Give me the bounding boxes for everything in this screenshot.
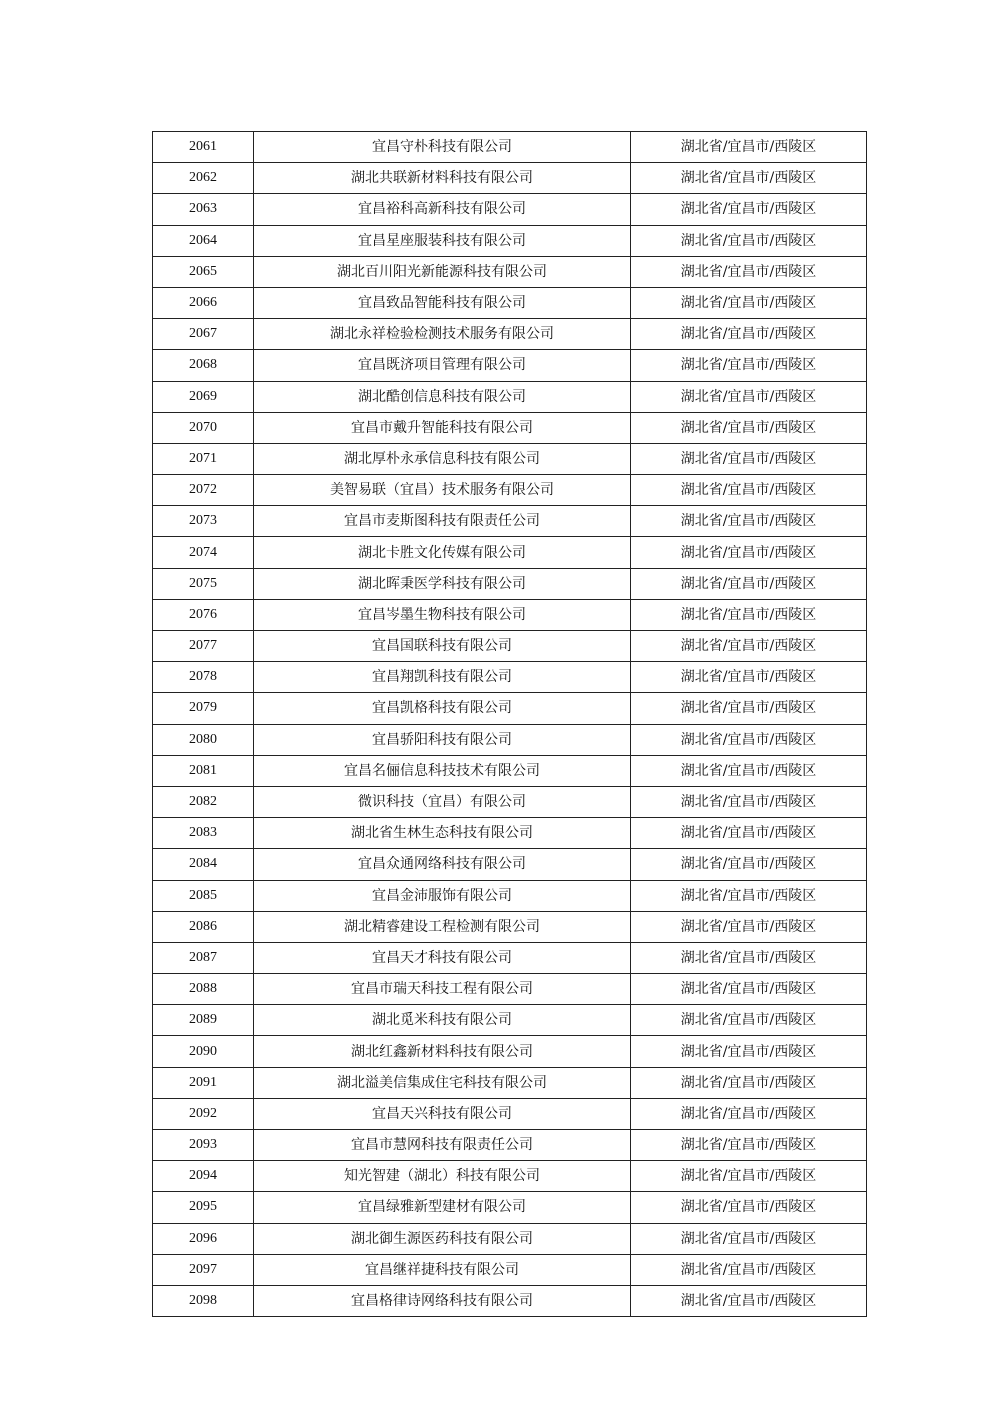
table-row <box>153 1285 867 1316</box>
row-number-cell: 2073 <box>153 506 254 537</box>
row-number-cell: 2096 <box>153 1223 254 1254</box>
region-cell: 湖北省/宜昌市/西陵区 <box>631 599 867 630</box>
row-number-cell: 2094 <box>153 1161 254 1192</box>
table-row <box>153 350 867 381</box>
row-number-cell: 2095 <box>153 1192 254 1223</box>
table-row <box>153 786 867 817</box>
row-number-cell: 2080 <box>153 724 254 755</box>
company-name-cell: 宜昌市瑞天科技工程有限公司 <box>254 974 631 1005</box>
company-name-cell: 知光智建（湖北）科技有限公司 <box>254 1161 631 1192</box>
company-name-cell: 宜昌凯格科技有限公司 <box>254 693 631 724</box>
table-row <box>153 849 867 880</box>
region-cell: 湖北省/宜昌市/西陵区 <box>631 1285 867 1316</box>
table-row <box>153 693 867 724</box>
table-row <box>153 225 867 256</box>
table-row <box>153 818 867 849</box>
row-number-cell: 2089 <box>153 1005 254 1036</box>
company-name-cell: 湖北百川阳光新能源科技有限公司 <box>254 256 631 287</box>
company-name-cell: 宜昌继祥捷科技有限公司 <box>254 1254 631 1285</box>
table-row <box>153 1192 867 1223</box>
region-cell: 湖北省/宜昌市/西陵区 <box>631 381 867 412</box>
region-cell: 湖北省/宜昌市/西陵区 <box>631 911 867 942</box>
company-name-cell: 宜昌名俪信息科技技术有限公司 <box>254 755 631 786</box>
row-number-cell: 2063 <box>153 194 254 225</box>
region-cell: 湖北省/宜昌市/西陵区 <box>631 256 867 287</box>
table-row <box>153 132 867 163</box>
company-name-cell: 微识科技（宜昌）有限公司 <box>254 786 631 817</box>
company-name-cell: 宜昌天才科技有限公司 <box>254 942 631 973</box>
table-row <box>153 1254 867 1285</box>
company-name-cell: 湖北共联新材料科技有限公司 <box>254 163 631 194</box>
region-cell: 湖北省/宜昌市/西陵区 <box>631 755 867 786</box>
region-cell: 湖北省/宜昌市/西陵区 <box>631 194 867 225</box>
row-number-cell: 2074 <box>153 537 254 568</box>
region-cell: 湖北省/宜昌市/西陵区 <box>631 786 867 817</box>
company-name-cell: 湖北省生林生态科技有限公司 <box>254 818 631 849</box>
company-name-cell: 湖北溢美信集成住宅科技有限公司 <box>254 1067 631 1098</box>
table-row <box>153 537 867 568</box>
table-row <box>153 319 867 350</box>
table-row <box>153 381 867 412</box>
region-cell: 湖北省/宜昌市/西陵区 <box>631 568 867 599</box>
region-cell: 湖北省/宜昌市/西陵区 <box>631 132 867 163</box>
row-number-cell: 2064 <box>153 225 254 256</box>
company-name-cell: 宜昌天兴科技有限公司 <box>254 1098 631 1129</box>
table-row <box>153 724 867 755</box>
region-cell: 湖北省/宜昌市/西陵区 <box>631 443 867 474</box>
row-number-cell: 2077 <box>153 631 254 662</box>
company-name-cell: 湖北卡胜文化传媒有限公司 <box>254 537 631 568</box>
table-row <box>153 599 867 630</box>
table-row <box>153 568 867 599</box>
row-number-cell: 2082 <box>153 786 254 817</box>
table-row <box>153 475 867 506</box>
region-cell: 湖北省/宜昌市/西陵区 <box>631 693 867 724</box>
table-row <box>153 942 867 973</box>
region-cell: 湖北省/宜昌市/西陵区 <box>631 631 867 662</box>
table-row <box>153 1223 867 1254</box>
row-number-cell: 2062 <box>153 163 254 194</box>
table-row <box>153 1130 867 1161</box>
region-cell: 湖北省/宜昌市/西陵区 <box>631 475 867 506</box>
row-number-cell: 2061 <box>153 132 254 163</box>
company-name-cell: 宜昌骄阳科技有限公司 <box>254 724 631 755</box>
table-row <box>153 974 867 1005</box>
table-row <box>153 880 867 911</box>
table-row <box>153 1005 867 1036</box>
region-cell: 湖北省/宜昌市/西陵区 <box>631 287 867 318</box>
table-row <box>153 1036 867 1067</box>
company-name-cell: 宜昌裕科高新科技有限公司 <box>254 194 631 225</box>
region-cell: 湖北省/宜昌市/西陵区 <box>631 1036 867 1067</box>
table-row <box>153 443 867 474</box>
table-row <box>153 662 867 693</box>
region-cell: 湖北省/宜昌市/西陵区 <box>631 163 867 194</box>
row-number-cell: 2086 <box>153 911 254 942</box>
region-cell: 湖北省/宜昌市/西陵区 <box>631 1254 867 1285</box>
region-cell: 湖北省/宜昌市/西陵区 <box>631 1161 867 1192</box>
row-number-cell: 2088 <box>153 974 254 1005</box>
company-name-cell: 宜昌致品智能科技有限公司 <box>254 287 631 318</box>
row-number-cell: 2069 <box>153 381 254 412</box>
company-name-cell: 湖北晖秉医学科技有限公司 <box>254 568 631 599</box>
row-number-cell: 2071 <box>153 443 254 474</box>
region-cell: 湖北省/宜昌市/西陵区 <box>631 1223 867 1254</box>
region-cell: 湖北省/宜昌市/西陵区 <box>631 1098 867 1129</box>
region-cell: 湖北省/宜昌市/西陵区 <box>631 662 867 693</box>
company-name-cell: 湖北精睿建设工程检测有限公司 <box>254 911 631 942</box>
row-number-cell: 2078 <box>153 662 254 693</box>
company-name-cell: 湖北永祥检验检测技术服务有限公司 <box>254 319 631 350</box>
company-name-cell: 宜昌既济项目管理有限公司 <box>254 350 631 381</box>
row-number-cell: 2070 <box>153 412 254 443</box>
region-cell: 湖北省/宜昌市/西陵区 <box>631 1192 867 1223</box>
row-number-cell: 2066 <box>153 287 254 318</box>
region-cell: 湖北省/宜昌市/西陵区 <box>631 319 867 350</box>
row-number-cell: 2065 <box>153 256 254 287</box>
row-number-cell: 2091 <box>153 1067 254 1098</box>
table-row <box>153 911 867 942</box>
region-cell: 湖北省/宜昌市/西陵区 <box>631 506 867 537</box>
company-name-cell: 宜昌市麦斯图科技有限责任公司 <box>254 506 631 537</box>
company-name-cell: 湖北酷创信息科技有限公司 <box>254 381 631 412</box>
company-name-cell: 宜昌市戴升智能科技有限公司 <box>254 412 631 443</box>
row-number-cell: 2079 <box>153 693 254 724</box>
region-cell: 湖北省/宜昌市/西陵区 <box>631 1067 867 1098</box>
table-row <box>153 287 867 318</box>
row-number-cell: 2067 <box>153 319 254 350</box>
company-name-cell: 宜昌金沛服饰有限公司 <box>254 880 631 911</box>
company-name-cell: 宜昌翔凯科技有限公司 <box>254 662 631 693</box>
company-name-cell: 宜昌国联科技有限公司 <box>254 631 631 662</box>
company-name-cell: 宜昌星座服装科技有限公司 <box>254 225 631 256</box>
row-number-cell: 2092 <box>153 1098 254 1129</box>
row-number-cell: 2084 <box>153 849 254 880</box>
row-number-cell: 2072 <box>153 475 254 506</box>
row-number-cell: 2083 <box>153 818 254 849</box>
company-name-cell: 宜昌市慧网科技有限责任公司 <box>254 1130 631 1161</box>
region-cell: 湖北省/宜昌市/西陵区 <box>631 412 867 443</box>
table-row <box>153 1161 867 1192</box>
region-cell: 湖北省/宜昌市/西陵区 <box>631 942 867 973</box>
region-cell: 湖北省/宜昌市/西陵区 <box>631 537 867 568</box>
region-cell: 湖北省/宜昌市/西陵区 <box>631 849 867 880</box>
table-row <box>153 506 867 537</box>
company-name-cell: 宜昌绿雅新型建材有限公司 <box>254 1192 631 1223</box>
company-name-cell: 湖北御生源医药科技有限公司 <box>254 1223 631 1254</box>
table-row <box>153 631 867 662</box>
table-row <box>153 1067 867 1098</box>
row-number-cell: 2081 <box>153 755 254 786</box>
row-number-cell: 2098 <box>153 1285 254 1316</box>
table-row <box>153 1098 867 1129</box>
region-cell: 湖北省/宜昌市/西陵区 <box>631 1005 867 1036</box>
region-cell: 湖北省/宜昌市/西陵区 <box>631 880 867 911</box>
company-name-cell: 宜昌守朴科技有限公司 <box>254 132 631 163</box>
company-name-cell: 美智易联（宜昌）技术服务有限公司 <box>254 475 631 506</box>
company-table <box>152 131 867 1317</box>
company-name-cell: 湖北红鑫新材料科技有限公司 <box>254 1036 631 1067</box>
region-cell: 湖北省/宜昌市/西陵区 <box>631 724 867 755</box>
row-number-cell: 2093 <box>153 1130 254 1161</box>
table-body <box>153 132 867 1317</box>
row-number-cell: 2090 <box>153 1036 254 1067</box>
company-name-cell: 湖北厚朴永承信息科技有限公司 <box>254 443 631 474</box>
table-row <box>153 256 867 287</box>
row-number-cell: 2087 <box>153 942 254 973</box>
company-name-cell: 宜昌格律诗网络科技有限公司 <box>254 1285 631 1316</box>
row-number-cell: 2068 <box>153 350 254 381</box>
row-number-cell: 2097 <box>153 1254 254 1285</box>
company-name-cell: 宜昌岑墨生物科技有限公司 <box>254 599 631 630</box>
region-cell: 湖北省/宜昌市/西陵区 <box>631 974 867 1005</box>
row-number-cell: 2076 <box>153 599 254 630</box>
row-number-cell: 2075 <box>153 568 254 599</box>
region-cell: 湖北省/宜昌市/西陵区 <box>631 818 867 849</box>
region-cell: 湖北省/宜昌市/西陵区 <box>631 1130 867 1161</box>
company-name-cell: 宜昌众通网络科技有限公司 <box>254 849 631 880</box>
company-name-cell: 湖北觅米科技有限公司 <box>254 1005 631 1036</box>
table-row <box>153 163 867 194</box>
table-row <box>153 412 867 443</box>
row-number-cell: 2085 <box>153 880 254 911</box>
table-row <box>153 755 867 786</box>
table-row <box>153 194 867 225</box>
region-cell: 湖北省/宜昌市/西陵区 <box>631 225 867 256</box>
region-cell: 湖北省/宜昌市/西陵区 <box>631 350 867 381</box>
